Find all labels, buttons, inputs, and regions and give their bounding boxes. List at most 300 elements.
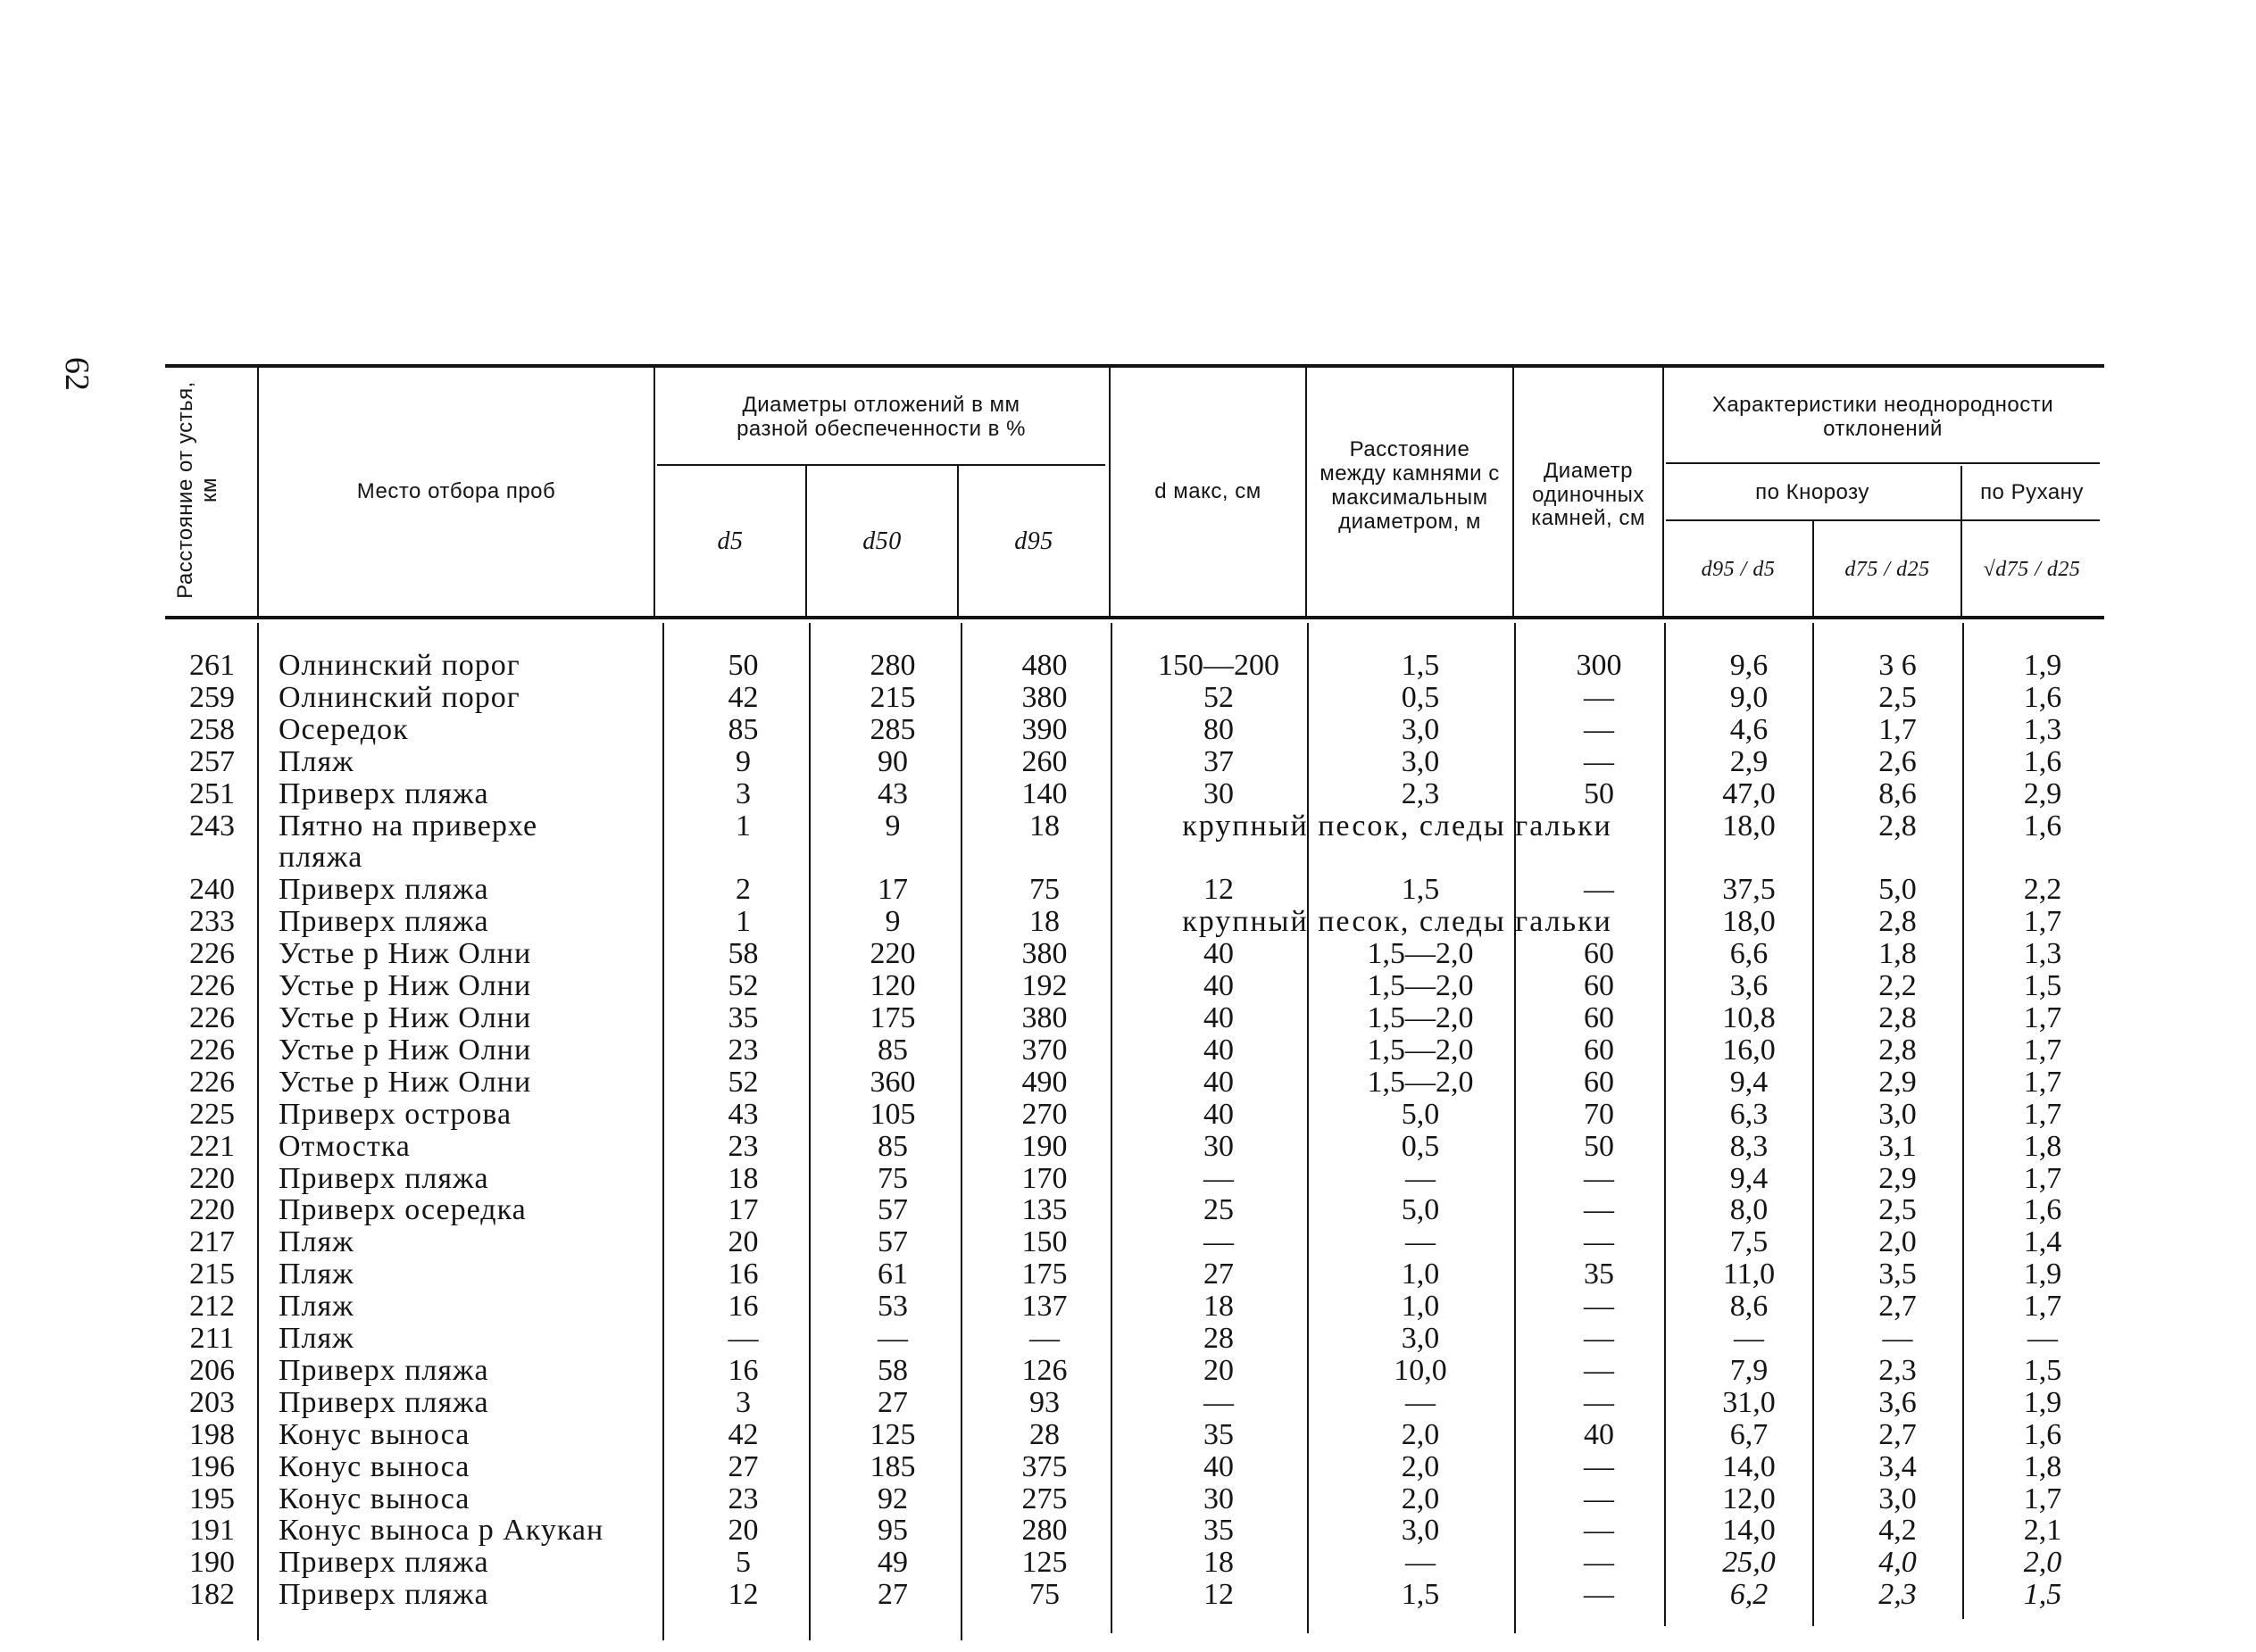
ratio-sqrt-cell: 1,7 [2023,1065,2062,1099]
single-stone-cell: — [1584,1514,1614,1548]
d95-cell: 135 [1021,1193,1068,1227]
dmax-cell: 28 [1203,1322,1234,1356]
ratio-d95-d5-cell: 18,0 [1722,809,1776,843]
ratio-d95-d5-cell: 6,6 [1729,937,1769,971]
d95-cell: 490 [1021,1065,1068,1099]
place-cell: Приверх пляжа [279,873,489,907]
d95-cell: 380 [1021,1000,1068,1034]
table-row [165,1419,2114,1451]
header-dmax: d макс, см [1154,478,1261,503]
ratio-d95-d5-cell: 7,9 [1729,1353,1769,1387]
header-place: Место отбора проб [356,478,556,503]
spacing-cell: 5,0 [1401,1097,1440,1131]
distance-cell: 198 [189,1417,235,1451]
distance-cell: 191 [189,1514,235,1548]
d95-cell: 190 [1021,1129,1068,1163]
ratio-sqrt-cell: 1,9 [2023,1385,2062,1419]
table-row [165,746,2114,778]
place-cell: Конус выноса [279,1417,470,1451]
header-divider [1662,368,1664,616]
d50-cell: 280 [870,649,916,682]
table-row [165,1002,2114,1034]
spacing-cell: 1,0 [1401,1290,1440,1324]
distance-cell: 211 [189,1322,235,1356]
header-divider [257,368,259,616]
dmax-cell: 80 [1203,712,1234,746]
table-row [165,938,2114,970]
page-number: 62 [58,357,96,391]
spacing-cell: 5,0 [1401,1193,1440,1227]
d50-cell: 220 [870,937,916,971]
spacing-cell: 1,5 [1401,1578,1440,1612]
ratio-d95-d5-cell: 6,2 [1729,1578,1769,1612]
d5-cell: 17 [728,1193,759,1227]
d5-cell: 3 [736,1385,751,1419]
spacing-cell: — [1405,1546,1436,1580]
table-row [165,1034,2114,1067]
d95-cell: 275 [1021,1482,1068,1515]
ratio-d95-d5-cell: 11,0 [1722,1258,1776,1291]
ratio-d95-d5-cell: 8,0 [1729,1193,1769,1227]
d95-cell: 375 [1021,1449,1068,1483]
distance-cell: 221 [189,1129,235,1163]
ratio-d75-d25-cell: 2,6 [1878,744,1917,778]
distance-cell: 243 [189,809,235,843]
table-row [165,1163,2114,1195]
ratio-sqrt-cell: 1,3 [2023,712,2062,746]
place-cell: Конус выноса [279,1482,470,1515]
place-cell: Приверх пляжа [279,776,489,810]
spacing-cell: — [1405,1385,1436,1419]
table-row [165,1258,2114,1291]
single-stone-cell: 60 [1584,1065,1614,1099]
d50-cell: 57 [878,1225,908,1259]
d50-cell: 27 [878,1578,908,1612]
dmax-cell: 40 [1203,1065,1234,1099]
ratio-sqrt-cell: 1,8 [2023,1129,2062,1163]
table-row [165,778,2114,810]
distance-cell: 212 [189,1290,235,1324]
ratio-d75-d25-cell: 2,9 [1878,1065,1917,1099]
spacing-cell: 2,0 [1401,1417,1440,1451]
ratio-d75-d25-cell: 2,8 [1878,1000,1917,1034]
d5-cell: 9 [736,744,751,778]
ratio-d75-d25-cell: 3 6 [1878,649,1917,682]
spacing-cell: 1,5—2,0 [1367,937,1474,971]
single-stone-cell: 60 [1584,969,1614,1003]
distance-cell: 240 [189,873,235,907]
dmax-cell: 12 [1203,873,1234,907]
dmax-cell: — [1203,1225,1234,1259]
ratio-sqrt-cell: 2,2 [2023,873,2062,907]
place-cell: Конус выноса [279,1449,470,1483]
ratio-d75-d25-cell: 1,8 [1878,937,1917,971]
ratio-sqrt-cell: 1,9 [2023,1258,2062,1291]
d50-cell: 27 [878,1385,908,1419]
ratio-sqrt-cell: 1,3 [2023,937,2062,971]
spacing-cell: 1,0 [1401,1258,1440,1291]
place-cell: Устье р Ниж Олни [279,937,532,971]
ratio-d95-d5-cell: — [1734,1322,1764,1356]
d5-cell: 3 [736,776,751,810]
d5-cell: 85 [728,712,759,746]
distance-cell: 215 [189,1258,235,1291]
place-cell: Приверх пляжа [279,1578,489,1612]
header-d50: d50 [862,527,902,556]
d50-cell: 95 [878,1514,908,1548]
single-stone-cell: 300 [1576,649,1622,682]
distance-cell: 251 [189,776,235,810]
d95-cell: 380 [1021,937,1068,971]
single-stone-cell: 60 [1584,1033,1614,1067]
d5-cell: 1 [736,809,751,843]
d50-cell: 61 [878,1258,908,1291]
header-subrule [657,464,1105,466]
table-row [165,1483,2114,1515]
ratio-d95-d5-cell: 14,0 [1722,1449,1776,1483]
dmax-cell: 35 [1203,1514,1234,1548]
ratio-d95-d5-cell: 7,5 [1729,1225,1769,1259]
d5-cell: 52 [728,969,759,1003]
dmax-cell: 37 [1203,744,1234,778]
single-stone-cell: — [1584,1546,1614,1580]
table-row [165,1515,2114,1547]
ratio-d95-d5-cell: 10,8 [1722,1000,1776,1034]
d50-cell: 57 [878,1193,908,1227]
spacing-cell: 2,3 [1401,776,1440,810]
d50-cell: 90 [878,744,908,778]
header-knoroz: по Кнорозу [1755,479,1869,504]
ratio-d75-d25-cell: 4,0 [1878,1546,1917,1580]
ratio-d95-d5-cell: 47,0 [1722,776,1776,810]
place-cell: Пляж [279,1225,354,1259]
distance-cell: 190 [189,1546,235,1580]
header-divider [957,466,959,616]
ratio-d95-d5-cell: 12,0 [1722,1482,1776,1515]
ratio-sqrt-cell: 1,7 [2023,1097,2062,1131]
dmax-cell: 30 [1203,776,1234,810]
single-stone-cell: 60 [1584,937,1614,971]
distance-cell: 226 [189,1033,235,1067]
ratio-d75-d25-cell: 2,8 [1878,905,1917,939]
place-cell: Устье р Ниж Олни [279,1033,532,1067]
data-table [165,650,2114,1611]
ratio-d75-d25-cell: 3,0 [1878,1097,1917,1131]
table-row [165,1451,2114,1483]
distance-cell: 259 [189,680,235,714]
single-stone-cell: — [1584,1449,1614,1483]
header-rukhan: по Рухану [1980,479,2084,504]
d95-cell: 140 [1021,776,1068,810]
d95-cell: 380 [1021,680,1068,714]
header-divider [653,368,655,616]
table-row [165,970,2114,1002]
place-cell: Приверх осередка [279,1193,527,1227]
d5-cell: 16 [728,1258,759,1291]
single-stone-cell: 70 [1584,1097,1614,1131]
table-row [165,874,2114,906]
distance-cell: 233 [189,905,235,939]
d50-cell: 17 [878,873,908,907]
table-row [165,906,2114,938]
place-cell: Устье р Ниж Олни [279,1000,532,1034]
distance-cell: 226 [189,969,235,1003]
ratio-d95-d5-cell: 8,3 [1729,1129,1769,1163]
d50-cell: 125 [870,1417,916,1451]
d95-cell: 18 [1029,905,1060,939]
d50-cell: 360 [870,1065,916,1099]
d95-cell: 75 [1029,873,1060,907]
header-bottom-rule [165,616,2104,619]
d5-cell: 20 [728,1514,759,1548]
d5-cell: 23 [728,1129,759,1163]
ratio-d95-d5-cell: 25,0 [1722,1546,1776,1580]
place-cell: Пляж [279,1258,354,1291]
dmax-cell: 27 [1203,1258,1234,1291]
distance-cell: 217 [189,1225,235,1259]
spacing-cell: 10,0 [1394,1353,1447,1387]
table-row [165,650,2114,682]
header-heterogeneity-group: Характеристики неоднородности отклонений [1711,393,2054,441]
place-cell: Пляж [279,1290,354,1324]
dmax-cell: 40 [1203,1097,1234,1131]
ratio-d95-d5-cell: 9,4 [1729,1065,1769,1099]
header-subrule [1666,462,2100,464]
dmax-cell: 20 [1203,1353,1234,1387]
ratio-d75-d25-cell: 2,3 [1878,1353,1917,1387]
distance-cell: 203 [189,1385,235,1419]
header-ratio-sqrt: √d75 / d25 [1983,557,2081,581]
d95-cell: 150 [1021,1225,1068,1259]
table-row [165,1131,2114,1163]
d50-cell: 215 [870,680,916,714]
ratio-d75-d25-cell: 2,2 [1878,969,1917,1003]
ratio-d75-d25-cell: 1,7 [1878,712,1917,746]
single-stone-cell: — [1584,712,1614,746]
table-row [165,1547,2114,1579]
d5-cell: 18 [728,1161,759,1195]
note-cell: крупный песок, следы гальки [1182,905,1612,939]
d95-cell: 137 [1021,1290,1068,1324]
place-cell: Приверх пляжа [279,1161,489,1195]
ratio-sqrt-cell: 1,6 [2023,1417,2062,1451]
ratio-sqrt-cell: 1,6 [2023,809,2062,843]
ratio-d75-d25-cell: 2,3 [1878,1578,1917,1612]
header-divider [1812,521,1814,616]
ratio-sqrt-cell: 1,5 [2023,1353,2062,1387]
spacing-cell: 2,0 [1401,1449,1440,1483]
dmax-cell: — [1203,1161,1234,1195]
ratio-d75-d25-cell: 2,5 [1878,680,1917,714]
ratio-sqrt-cell: 1,6 [2023,744,2062,778]
ratio-sqrt-cell: 1,7 [2023,1290,2062,1324]
ratio-d95-d5-cell: 8,6 [1729,1290,1769,1324]
distance-cell: 226 [189,1065,235,1099]
header-distance: Расстояние от устья, км [173,381,221,599]
d95-cell: 18 [1029,809,1060,843]
ratio-sqrt-cell: 1,7 [2023,1161,2062,1195]
d50-cell: 120 [870,969,916,1003]
header-diameters-group: Диаметры отложений в мм разной обеспеченности в % [737,393,1026,441]
single-stone-cell: — [1584,1290,1614,1324]
spacing-cell: 1,5 [1401,649,1440,682]
place-cell: Отмостка [279,1129,411,1163]
ratio-sqrt-cell: 1,7 [2023,1482,2062,1515]
d50-cell: 43 [878,776,908,810]
spacing-cell: 0,5 [1401,1129,1440,1163]
distance-cell: 225 [189,1097,235,1131]
dmax-cell: 30 [1203,1129,1234,1163]
single-stone-cell: 40 [1584,1417,1614,1451]
ratio-d75-d25-cell: 3,4 [1878,1449,1917,1483]
d50-cell: 9 [885,905,901,939]
note-cell: крупный песок, следы гальки [1182,809,1612,843]
d95-cell: — [1029,1322,1060,1356]
table-row [165,1579,2114,1611]
ratio-d95-d5-cell: 6,7 [1729,1417,1769,1451]
spacing-cell: 1,5—2,0 [1367,1000,1474,1034]
table-row [165,810,2114,843]
d95-cell: 280 [1021,1514,1068,1548]
header-ratio-d75-d25: d75 / d25 [1844,557,1930,581]
d95-cell: 270 [1021,1097,1068,1131]
d50-cell: 49 [878,1546,908,1580]
ratio-d75-d25-cell: 2,9 [1878,1161,1917,1195]
spacing-cell: — [1405,1225,1436,1259]
dmax-cell: 30 [1203,1482,1234,1515]
distance-cell: 226 [189,937,235,971]
ratio-d95-d5-cell: 3,6 [1729,969,1769,1003]
header-divider [1109,368,1111,616]
table-row [165,714,2114,746]
d95-cell: 260 [1021,744,1068,778]
ratio-d75-d25-cell: 3,1 [1878,1129,1917,1163]
single-stone-cell: — [1584,680,1614,714]
dmax-cell: 40 [1203,937,1234,971]
single-stone-cell: 60 [1584,1000,1614,1034]
d50-cell: 75 [878,1161,908,1195]
ratio-d75-d25-cell: 3,6 [1878,1385,1917,1419]
place-cell: Конус выноса р Акукан [279,1514,604,1548]
d5-cell: 23 [728,1033,759,1067]
table-row [165,1387,2114,1419]
single-stone-cell: — [1584,1322,1614,1356]
ratio-sqrt-cell: 2,0 [2023,1546,2062,1580]
d95-cell: 480 [1021,649,1068,682]
ratio-d75-d25-cell: 5,0 [1878,873,1917,907]
dmax-cell: 52 [1203,680,1234,714]
distance-cell: 220 [189,1193,235,1227]
spacing-cell: — [1405,1161,1436,1195]
ratio-d75-d25-cell: — [1882,1322,1913,1356]
header-ratio-d95-d5: d95 / d5 [1701,557,1776,581]
distance-cell: 261 [189,649,235,682]
spacing-cell: 1,5—2,0 [1367,1065,1474,1099]
ratio-d95-d5-cell: 37,5 [1722,873,1776,907]
ratio-d75-d25-cell: 2,7 [1878,1417,1917,1451]
ratio-sqrt-cell: 1,7 [2023,1033,2062,1067]
ratio-d95-d5-cell: 6,3 [1729,1097,1769,1131]
distance-cell: 220 [189,1161,235,1195]
header-d95: d95 [1014,527,1053,556]
d5-cell: 58 [728,937,759,971]
d50-cell: 105 [870,1097,916,1131]
d50-cell: 185 [870,1449,916,1483]
d5-cell: 2 [736,873,751,907]
ratio-d75-d25-cell: 2,8 [1878,809,1917,843]
distance-cell: 206 [189,1353,235,1387]
header-divider [1512,368,1514,616]
ratio-d75-d25-cell: 3,5 [1878,1258,1917,1291]
ratio-d95-d5-cell: 9,0 [1729,680,1769,714]
ratio-sqrt-cell: — [2027,1322,2058,1356]
ratio-d75-d25-cell: 4,2 [1878,1514,1917,1548]
single-stone-cell: — [1584,1353,1614,1387]
ratio-sqrt-cell: 1,5 [2023,1578,2062,1612]
spacing-cell: 0,5 [1401,680,1440,714]
header-d5: d5 [717,527,744,556]
header-divider [1960,466,1962,616]
d5-cell: 20 [728,1225,759,1259]
dmax-cell: 40 [1203,1033,1234,1067]
place-cell: Пятно на приверхе [279,809,538,843]
place-cell: Приверх пляжа [279,1385,489,1419]
distance-cell: 195 [189,1482,235,1515]
spacing-cell: 3,0 [1401,744,1440,778]
header-subrule [1666,519,2100,521]
dmax-cell: 40 [1203,1449,1234,1483]
spacing-cell: 3,0 [1401,1514,1440,1548]
data-table-body [165,650,2114,1611]
table-row [165,1355,2114,1387]
dmax-cell: — [1203,1385,1234,1419]
place-cell: Приверх пляжа [279,1353,489,1387]
table-row [165,1067,2114,1099]
ratio-d95-d5-cell: 16,0 [1722,1033,1776,1067]
d95-cell: 125 [1021,1546,1068,1580]
d50-cell: 92 [878,1482,908,1515]
ratio-d75-d25-cell: 2,8 [1878,1033,1917,1067]
place-cell: Устье р Ниж Олни [279,1065,532,1099]
dmax-cell: 150—200 [1158,649,1279,682]
spacing-cell: 3,0 [1401,712,1440,746]
ratio-d75-d25-cell: 2,5 [1878,1193,1917,1227]
d5-cell: 52 [728,1065,759,1099]
ratio-d95-d5-cell: 4,6 [1729,712,1769,746]
header-single-stones: Диаметр одиночных камней, см [1531,458,1645,531]
single-stone-cell: — [1584,873,1614,907]
dmax-cell: 18 [1203,1546,1234,1580]
d95-cell: 175 [1021,1258,1068,1291]
single-stone-cell: — [1584,1161,1614,1195]
spacing-cell: 1,5—2,0 [1367,1033,1474,1067]
d5-cell: 27 [728,1449,759,1483]
spacing-cell: 1,5 [1401,873,1440,907]
table-row [165,1194,2114,1226]
ratio-d95-d5-cell: 14,0 [1722,1514,1776,1548]
place-cell: Приверх пляжа [279,1546,489,1580]
d5-cell: 5 [736,1546,751,1580]
distance-cell: 196 [189,1449,235,1483]
place-cell: Осередок [279,712,409,746]
d95-cell: 370 [1021,1033,1068,1067]
ratio-sqrt-cell: 2,9 [2023,776,2062,810]
table-row [165,1291,2114,1323]
d50-cell: 53 [878,1290,908,1324]
table-row [165,1226,2114,1258]
dmax-cell: 40 [1203,969,1234,1003]
d5-cell: 50 [728,649,759,682]
